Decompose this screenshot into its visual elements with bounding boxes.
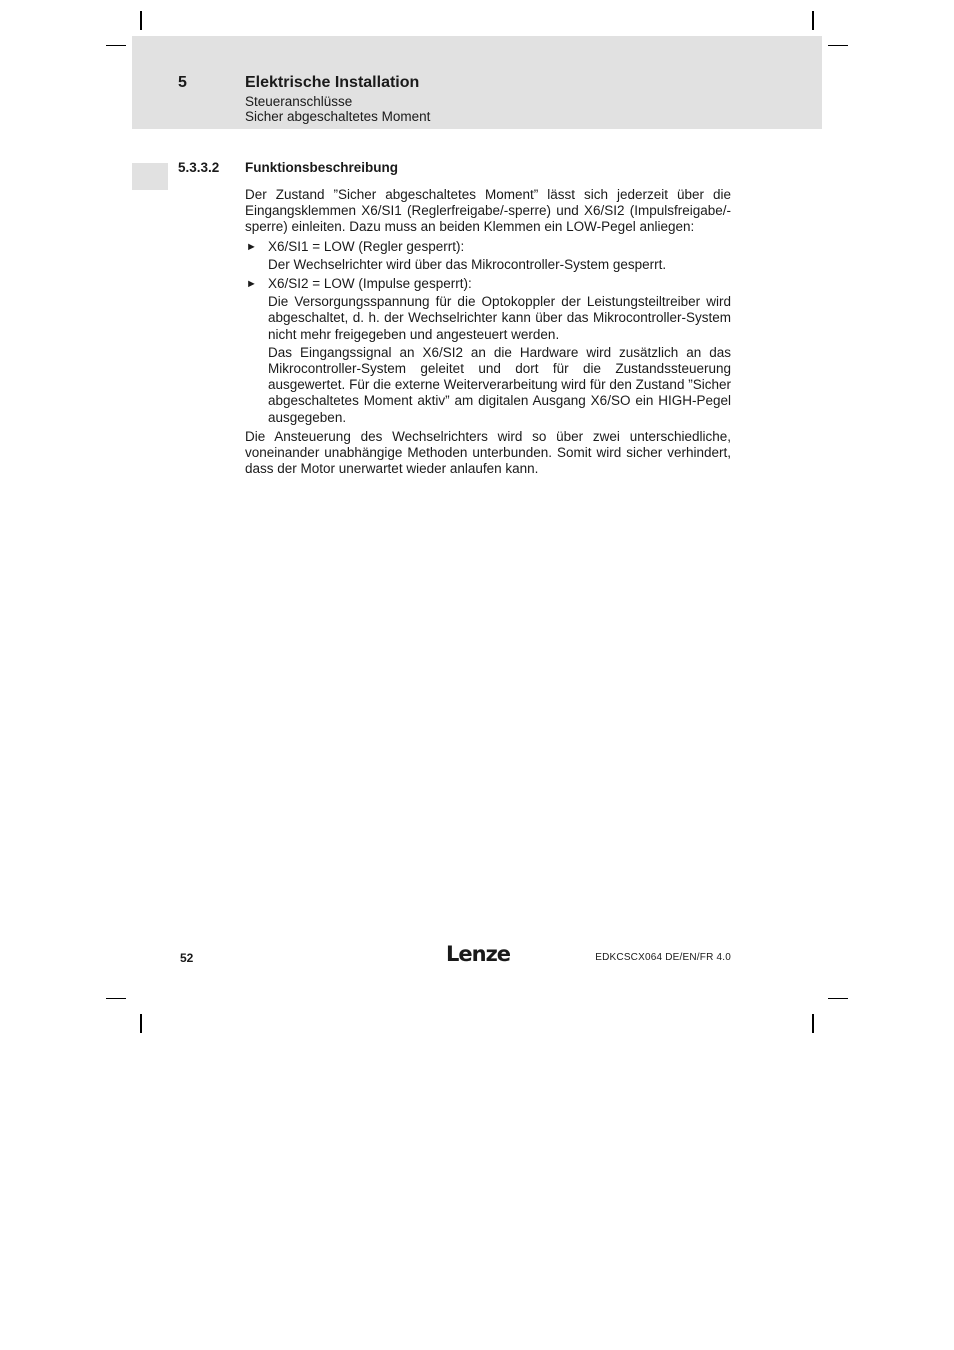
crop-mark-top-left-horizontal [106,45,126,46]
crop-mark-bottom-left-vertical [140,1014,142,1033]
header-subtitle-2: Sicher abgeschaltetes Moment [245,109,431,124]
document-code: EDKCSCX064 DE/EN/FR 4.0 [595,952,731,963]
crop-mark-bottom-left-horizontal [106,998,126,999]
side-tab-marker [132,163,168,190]
chapter-number: 5 [178,74,187,91]
section-number: 5.3.3.2 [178,160,220,175]
bullet-label: X6/SI1 = LOW (Regler gesperrt): [268,238,465,254]
crop-mark-top-right-horizontal [828,45,848,46]
list-item [245,239,731,273]
header-band [132,36,822,129]
closing-paragraph: Die Ansteuerung des Wechselrichters wird so über zwei unterschiedliche, voneinander unabhängige Methoden unterbunden. Somit wird sicher verhindert, dass der Motor unerwartet wieder anlaufen kann. [245,428,731,477]
intro-paragraph: Der Zustand ”Sicher abgeschaltetes Moment” lässt sich jederzeit über die Eingangsklemmen X6/SI1 (Reglerfreigabe/-sperre) und X6/SI2 (Impulsfreigabe/-sperre) einleiten. Dazu muss an beiden Klemmen ein LOW-Pegel anliegen: [245,187,731,235]
section-title: Funktionsbeschreibung [245,160,399,175]
crop-mark-bottom-right-horizontal [828,998,848,999]
bullet-label: X6/SI2 = LOW (Impulse gesperrt): [268,276,472,292]
bullet-description: Der Wechselrichter wird über das Mikrocontroller-System gesperrt. [268,256,667,272]
bullet-description: Das Eingangssignal an X6/SI2 an die Hardware wird zusätzlich an das Mikrocontroller-System geleitet und dort für die Zustandssteuerung ausgewertet. Für die externe Weiterverarbeitung wird für den Zustand ”Sicher abgeschaltetes Moment aktiv” am digitalen Ausgang X6/SO ein HIGH-Pegel ausgegeben. [268,344,731,425]
page-number: 52 [180,951,194,965]
body-column [245,187,731,477]
lenze-logo: Lenze [446,942,511,966]
bullet-description: Die Versorgungsspannung für die Optokoppler der Leistungsteiltreiber wird abgeschaltet, d. h. der Wechselrichter kann über das Mikrocontroller-System nicht mehr freigegeben und angesteuert werden. [268,294,731,342]
crop-mark-top-right-vertical [812,11,814,30]
chapter-title: Elektrische Installation [245,74,420,91]
crop-mark-top-left-vertical [140,11,142,30]
triangle-bullet-icon: ► [246,240,257,253]
list-item [245,276,731,426]
crop-mark-bottom-right-vertical [812,1014,814,1033]
header-subtitle-1: Steueranschlüsse [245,94,353,109]
triangle-bullet-icon: ► [246,278,257,291]
